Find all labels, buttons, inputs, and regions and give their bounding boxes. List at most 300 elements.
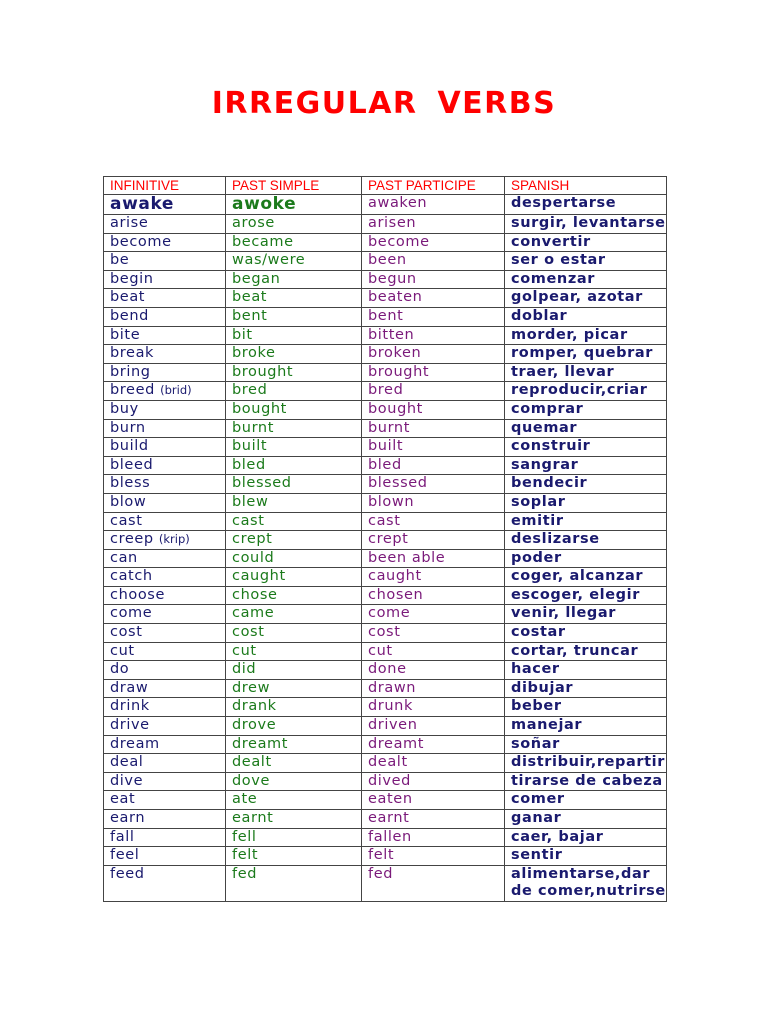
cell-spanish-text: romper, quebrar xyxy=(511,345,654,362)
cell-infinitive-text: breed xyxy=(110,382,155,399)
cell-spanish-text: tirarse de cabeza xyxy=(511,772,663,789)
cell-spanish-text: surgir, levantarse xyxy=(511,215,666,231)
cell-spanish xyxy=(505,754,667,773)
cell-spanish-text: quemar xyxy=(511,419,578,436)
cell-past-simple xyxy=(226,605,362,624)
cell-infinitive-text: come xyxy=(110,605,153,622)
cell-past-participle xyxy=(362,605,505,624)
table-row xyxy=(104,847,667,866)
cell-past-participle-text: bred xyxy=(368,382,404,399)
cell-past-participle xyxy=(362,642,505,661)
cell-past-simple xyxy=(226,382,362,401)
cell-past-simple xyxy=(226,456,362,475)
cell-infinitive-text: fall xyxy=(110,828,135,845)
cell-past-participle xyxy=(362,512,505,531)
cell-infinitive-text: eat xyxy=(110,791,136,808)
cell-infinitive xyxy=(104,252,226,271)
cell-past-simple-text: felt xyxy=(232,847,259,864)
cell-spanish xyxy=(505,363,667,382)
cell-infinitive-text: do xyxy=(110,661,130,678)
cell-past-simple xyxy=(226,754,362,773)
cell-spanish-text: ganar xyxy=(511,810,562,826)
cell-spanish xyxy=(505,493,667,512)
cell-infinitive-text: drive xyxy=(110,717,150,734)
cell-spanish xyxy=(505,475,667,494)
table-row xyxy=(104,605,667,624)
cell-spanish xyxy=(505,326,667,345)
table-row xyxy=(104,512,667,531)
table-row xyxy=(104,586,667,605)
cell-infinitive xyxy=(104,865,226,901)
cell-past-simple-text: beat xyxy=(232,289,268,306)
cell-past-simple xyxy=(226,307,362,326)
cell-past-participle-text: bitten xyxy=(368,326,415,343)
table-row xyxy=(104,289,667,308)
cell-infinitive-text: feed xyxy=(110,865,145,882)
cell-past-simple-text: drank xyxy=(232,698,277,715)
cell-spanish xyxy=(505,717,667,736)
table-row xyxy=(104,493,667,512)
cell-past-simple-text: blew xyxy=(232,493,269,510)
cell-past-participle xyxy=(362,735,505,754)
cell-infinitive xyxy=(104,400,226,419)
cell-past-simple-text: bent xyxy=(232,307,268,324)
cell-past-participle-text: awaken xyxy=(368,195,428,211)
cell-past-participle xyxy=(362,847,505,866)
cell-infinitive-text: blow xyxy=(110,493,147,510)
cell-spanish-text: poder xyxy=(511,549,562,566)
cell-past-simple xyxy=(226,400,362,419)
header-row xyxy=(104,177,667,195)
cell-past-simple xyxy=(226,438,362,457)
cell-spanish xyxy=(505,661,667,680)
cell-past-simple xyxy=(226,419,362,438)
cell-infinitive-text: beat xyxy=(110,289,146,306)
cell-past-simple xyxy=(226,717,362,736)
cell-spanish xyxy=(505,679,667,698)
cell-infinitive-text: dive xyxy=(110,772,144,789)
cell-spanish xyxy=(505,810,667,829)
verb-rows xyxy=(104,195,667,902)
cell-spanish xyxy=(505,847,667,866)
cell-infinitive xyxy=(104,233,226,252)
table-row xyxy=(104,252,667,271)
cell-past-participle-text: become xyxy=(368,233,430,250)
cell-spanish xyxy=(505,772,667,791)
cell-past-participle xyxy=(362,307,505,326)
cell-past-participle xyxy=(362,345,505,364)
cell-infinitive xyxy=(104,810,226,829)
cell-spanish xyxy=(505,642,667,661)
cell-infinitive xyxy=(104,735,226,754)
cell-spanish xyxy=(505,605,667,624)
cell-infinitive xyxy=(104,828,226,847)
cell-past-simple xyxy=(226,215,362,234)
cell-past-participle-text: cut xyxy=(368,642,393,659)
table-row xyxy=(104,326,667,345)
table-row xyxy=(104,438,667,457)
cell-past-simple-text: earnt xyxy=(232,810,274,826)
cell-past-participle xyxy=(362,475,505,494)
cell-past-participle-text: dealt xyxy=(368,754,408,771)
table-row xyxy=(104,568,667,587)
cell-spanish-text: traer, llevar xyxy=(511,363,615,380)
table-row xyxy=(104,270,667,289)
table-row xyxy=(104,828,667,847)
cell-past-simple xyxy=(226,586,362,605)
cell-past-simple-text: drew xyxy=(232,679,271,696)
cell-infinitive xyxy=(104,642,226,661)
cell-past-simple xyxy=(226,493,362,512)
cell-past-simple-text: broke xyxy=(232,345,276,362)
cell-infinitive xyxy=(104,512,226,531)
cell-past-participle-text: built xyxy=(368,438,404,455)
cell-spanish xyxy=(505,865,667,901)
irregular-verbs-table xyxy=(103,176,667,902)
cell-past-participle xyxy=(362,624,505,643)
cell-infinitive-text: buy xyxy=(110,400,139,417)
cell-past-participle-text: cast xyxy=(368,512,401,529)
cell-spanish-text: distribuir,repartir xyxy=(511,754,665,771)
cell-past-participle-text: cost xyxy=(368,624,401,641)
cell-past-participle-text: blown xyxy=(368,493,415,510)
header-infinitive: INFINITIVE xyxy=(104,177,226,195)
cell-infinitive-text: bleed xyxy=(110,456,154,473)
cell-past-simple-text: was/were xyxy=(232,252,306,269)
cell-spanish xyxy=(505,252,667,271)
cell-past-simple xyxy=(226,549,362,568)
table-row xyxy=(104,865,667,901)
cell-infinitive xyxy=(104,419,226,438)
cell-past-simple xyxy=(226,810,362,829)
cell-past-simple-text: crept xyxy=(232,531,273,548)
table-row xyxy=(104,307,667,326)
cell-spanish-text: manejar xyxy=(511,717,583,734)
cell-spanish-text: comenzar xyxy=(511,270,595,287)
cell-spanish-text: comprar xyxy=(511,400,584,417)
cell-past-participle-text: eaten xyxy=(368,791,413,808)
cell-infinitive xyxy=(104,549,226,568)
cell-spanish xyxy=(505,307,667,326)
cell-spanish-text: reproducir,criar xyxy=(511,382,648,399)
header-spanish: SPANISH xyxy=(505,177,667,195)
cell-past-participle xyxy=(362,586,505,605)
cell-infinitive xyxy=(104,270,226,289)
cell-spanish xyxy=(505,624,667,643)
cell-past-simple xyxy=(226,847,362,866)
cell-infinitive xyxy=(104,586,226,605)
cell-infinitive-text: begin xyxy=(110,270,154,287)
cell-infinitive-text: earn xyxy=(110,810,146,826)
cell-past-simple xyxy=(226,828,362,847)
cell-spanish-text: convertir xyxy=(511,233,591,250)
table-row xyxy=(104,679,667,698)
cell-infinitive-text: arise xyxy=(110,215,149,231)
cell-past-participle-text: bought xyxy=(368,400,423,417)
cell-past-simple-text: burnt xyxy=(232,419,274,436)
cell-past-participle xyxy=(362,438,505,457)
cell-past-simple xyxy=(226,512,362,531)
cell-infinitive-text: catch xyxy=(110,568,153,585)
cell-past-participle xyxy=(362,233,505,252)
cell-past-simple xyxy=(226,865,362,901)
cell-past-participle-text: fallen xyxy=(368,828,412,845)
cell-past-simple xyxy=(226,270,362,289)
cell-infinitive xyxy=(104,791,226,810)
cell-past-participle xyxy=(362,363,505,382)
cell-past-participle xyxy=(362,493,505,512)
cell-spanish-text: soplar xyxy=(511,493,566,510)
table-row xyxy=(104,698,667,717)
cell-infinitive xyxy=(104,679,226,698)
cell-past-simple-text: bled xyxy=(232,456,266,473)
cell-past-participle-text: been able xyxy=(368,549,446,566)
pronunciation-hint: (krip) xyxy=(158,532,190,547)
cell-past-simple-text: awoke xyxy=(232,194,297,214)
cell-past-simple xyxy=(226,568,362,587)
cell-past-participle xyxy=(362,400,505,419)
cell-past-participle-text: earnt xyxy=(368,810,410,826)
cell-past-simple xyxy=(226,475,362,494)
cell-infinitive xyxy=(104,289,226,308)
cell-infinitive-text: deal xyxy=(110,754,144,771)
cell-past-simple xyxy=(226,772,362,791)
cell-infinitive xyxy=(104,772,226,791)
page-title: IRREGULAR VERBS xyxy=(211,86,557,121)
cell-infinitive-text: cost xyxy=(110,624,143,641)
cell-spanish-text: coger, alcanzar xyxy=(511,568,644,585)
cell-infinitive-text: burn xyxy=(110,419,146,436)
cell-infinitive-text: choose xyxy=(110,586,165,603)
cell-past-simple-text: arose xyxy=(232,215,275,231)
cell-spanish-text: morder, picar xyxy=(511,326,628,343)
cell-infinitive-text: bend xyxy=(110,307,149,324)
cell-spanish-text: hacer xyxy=(511,661,560,678)
table-row xyxy=(104,363,667,382)
cell-past-participle-text: bled xyxy=(368,456,402,473)
cell-past-participle-text: broken xyxy=(368,345,422,362)
cell-past-simple xyxy=(226,679,362,698)
cell-spanish xyxy=(505,549,667,568)
cell-spanish xyxy=(505,400,667,419)
cell-spanish xyxy=(505,233,667,252)
cell-infinitive xyxy=(104,456,226,475)
cell-past-simple-text: ate xyxy=(232,791,258,808)
cell-spanish xyxy=(505,531,667,550)
cell-past-simple-text: fell xyxy=(232,828,257,845)
cell-spanish xyxy=(505,289,667,308)
table-row xyxy=(104,754,667,773)
cell-spanish xyxy=(505,828,667,847)
cell-infinitive xyxy=(104,475,226,494)
table-row xyxy=(104,475,667,494)
cell-spanish xyxy=(505,195,667,215)
cell-past-simple-text: drove xyxy=(232,717,277,734)
cell-spanish-text: cortar, truncar xyxy=(511,642,639,659)
cell-spanish xyxy=(505,438,667,457)
cell-past-simple-text: brought xyxy=(232,363,294,380)
cell-infinitive xyxy=(104,531,226,550)
cell-past-participle xyxy=(362,717,505,736)
cell-infinitive-text: be xyxy=(110,252,130,269)
cell-infinitive xyxy=(104,215,226,234)
cell-past-participle xyxy=(362,549,505,568)
cell-past-participle-text: caught xyxy=(368,568,422,585)
cell-past-simple-text: could xyxy=(232,549,275,566)
cell-past-participle xyxy=(362,289,505,308)
cell-infinitive xyxy=(104,382,226,401)
cell-infinitive xyxy=(104,568,226,587)
cell-past-participle-text: been xyxy=(368,252,407,269)
cell-infinitive-text: cast xyxy=(110,512,143,529)
cell-spanish-text: deslizarse xyxy=(511,531,600,548)
cell-past-simple-text: built xyxy=(232,438,268,455)
cell-past-simple-text: came xyxy=(232,605,275,622)
table-row xyxy=(104,642,667,661)
cell-spanish xyxy=(505,215,667,234)
cell-past-simple xyxy=(226,233,362,252)
cell-infinitive-text: drink xyxy=(110,698,150,715)
cell-past-participle xyxy=(362,252,505,271)
cell-past-simple xyxy=(226,791,362,810)
cell-spanish xyxy=(505,568,667,587)
cell-past-simple-text: became xyxy=(232,233,294,250)
cell-past-participle xyxy=(362,419,505,438)
table-row xyxy=(104,215,667,234)
cell-spanish xyxy=(505,345,667,364)
table-row xyxy=(104,456,667,475)
cell-infinitive-text: bite xyxy=(110,326,141,343)
cell-past-participle-text: beaten xyxy=(368,289,423,306)
cell-past-simple-text: blessed xyxy=(232,475,292,492)
cell-spanish-text: sangrar xyxy=(511,456,579,473)
cell-past-participle xyxy=(362,679,505,698)
cell-past-simple xyxy=(226,698,362,717)
table-row xyxy=(104,772,667,791)
table-row xyxy=(104,624,667,643)
cell-infinitive xyxy=(104,847,226,866)
cell-past-simple xyxy=(226,289,362,308)
cell-past-simple xyxy=(226,531,362,550)
cell-past-participle-text: drunk xyxy=(368,698,413,715)
cell-spanish-text: escoger, elegir xyxy=(511,586,640,603)
cell-past-participle xyxy=(362,828,505,847)
cell-spanish-text: ser o estar xyxy=(511,252,606,269)
table-row xyxy=(104,195,667,215)
cell-past-simple xyxy=(226,735,362,754)
cell-spanish-text: dibujar xyxy=(511,679,574,696)
cell-past-participle xyxy=(362,195,505,215)
cell-infinitive-text: can xyxy=(110,549,138,566)
cell-spanish-text: comer xyxy=(511,791,565,808)
cell-infinitive xyxy=(104,195,226,215)
cell-past-participle-text: come xyxy=(368,605,411,622)
cell-past-simple-text: cost xyxy=(232,624,265,641)
cell-spanish xyxy=(505,791,667,810)
cell-past-participle-text: felt xyxy=(368,847,395,864)
cell-infinitive-text: break xyxy=(110,345,155,362)
cell-past-simple xyxy=(226,326,362,345)
cell-spanish-text: golpear, azotar xyxy=(511,289,643,306)
cell-past-participle-text: driven xyxy=(368,717,418,734)
cell-past-participle-text: dived xyxy=(368,772,411,789)
cell-spanish-text: despertarse xyxy=(511,195,617,211)
cell-past-simple-text: bit xyxy=(232,326,253,343)
table-row xyxy=(104,233,667,252)
cell-past-participle xyxy=(362,326,505,345)
cell-past-simple xyxy=(226,252,362,271)
cell-spanish xyxy=(505,270,667,289)
cell-past-simple xyxy=(226,345,362,364)
cell-infinitive xyxy=(104,345,226,364)
table-row xyxy=(104,791,667,810)
cell-past-simple xyxy=(226,661,362,680)
cell-infinitive xyxy=(104,605,226,624)
cell-past-participle xyxy=(362,698,505,717)
cell-past-participle xyxy=(362,568,505,587)
table-row xyxy=(104,531,667,550)
cell-past-simple-text: chose xyxy=(232,586,278,603)
cell-past-simple-text: dreamt xyxy=(232,735,289,752)
cell-past-participle-text: bent xyxy=(368,307,404,324)
cell-past-simple-text: dove xyxy=(232,772,270,789)
table-row xyxy=(104,549,667,568)
cell-past-participle xyxy=(362,661,505,680)
cell-spanish-text: sentir xyxy=(511,847,563,864)
cell-past-simple xyxy=(226,624,362,643)
cell-past-participle-text: done xyxy=(368,661,407,678)
cell-past-participle xyxy=(362,531,505,550)
cell-past-participle-text: burnt xyxy=(368,419,410,436)
cell-spanish-text: emitir xyxy=(511,512,564,529)
table-row xyxy=(104,735,667,754)
cell-infinitive-text: creep xyxy=(110,531,154,548)
cell-spanish-text: alimentarse,dar de comer,nutrirse xyxy=(511,865,666,900)
cell-infinitive-text: become xyxy=(110,233,172,250)
cell-spanish-text: costar xyxy=(511,624,566,641)
cell-infinitive xyxy=(104,326,226,345)
cell-past-participle-text: drawn xyxy=(368,679,417,696)
cell-past-participle xyxy=(362,270,505,289)
cell-past-participle xyxy=(362,791,505,810)
cell-past-simple-text: did xyxy=(232,661,257,678)
cell-past-participle xyxy=(362,215,505,234)
cell-spanish xyxy=(505,735,667,754)
cell-spanish xyxy=(505,698,667,717)
cell-spanish xyxy=(505,419,667,438)
cell-past-simple-text: fed xyxy=(232,865,258,882)
cell-past-simple-text: caught xyxy=(232,568,286,585)
cell-past-simple-text: bought xyxy=(232,400,287,417)
cell-infinitive-text: feel xyxy=(110,847,140,864)
cell-infinitive xyxy=(104,698,226,717)
cell-spanish-text: soñar xyxy=(511,735,560,752)
cell-past-simple xyxy=(226,195,362,215)
header-past-participle: PAST PARTICIPE xyxy=(362,177,505,195)
cell-infinitive xyxy=(104,363,226,382)
cell-past-participle xyxy=(362,456,505,475)
header-past-simple: PAST SIMPLE xyxy=(226,177,362,195)
table-row xyxy=(104,419,667,438)
cell-infinitive-text: draw xyxy=(110,679,149,696)
cell-past-simple-text: cast xyxy=(232,512,265,529)
cell-spanish-text: beber xyxy=(511,698,562,715)
cell-infinitive xyxy=(104,754,226,773)
cell-past-participle-text: crept xyxy=(368,531,409,548)
cell-spanish-text: construir xyxy=(511,438,591,455)
cell-past-simple-text: bred xyxy=(232,382,268,399)
cell-spanish xyxy=(505,586,667,605)
